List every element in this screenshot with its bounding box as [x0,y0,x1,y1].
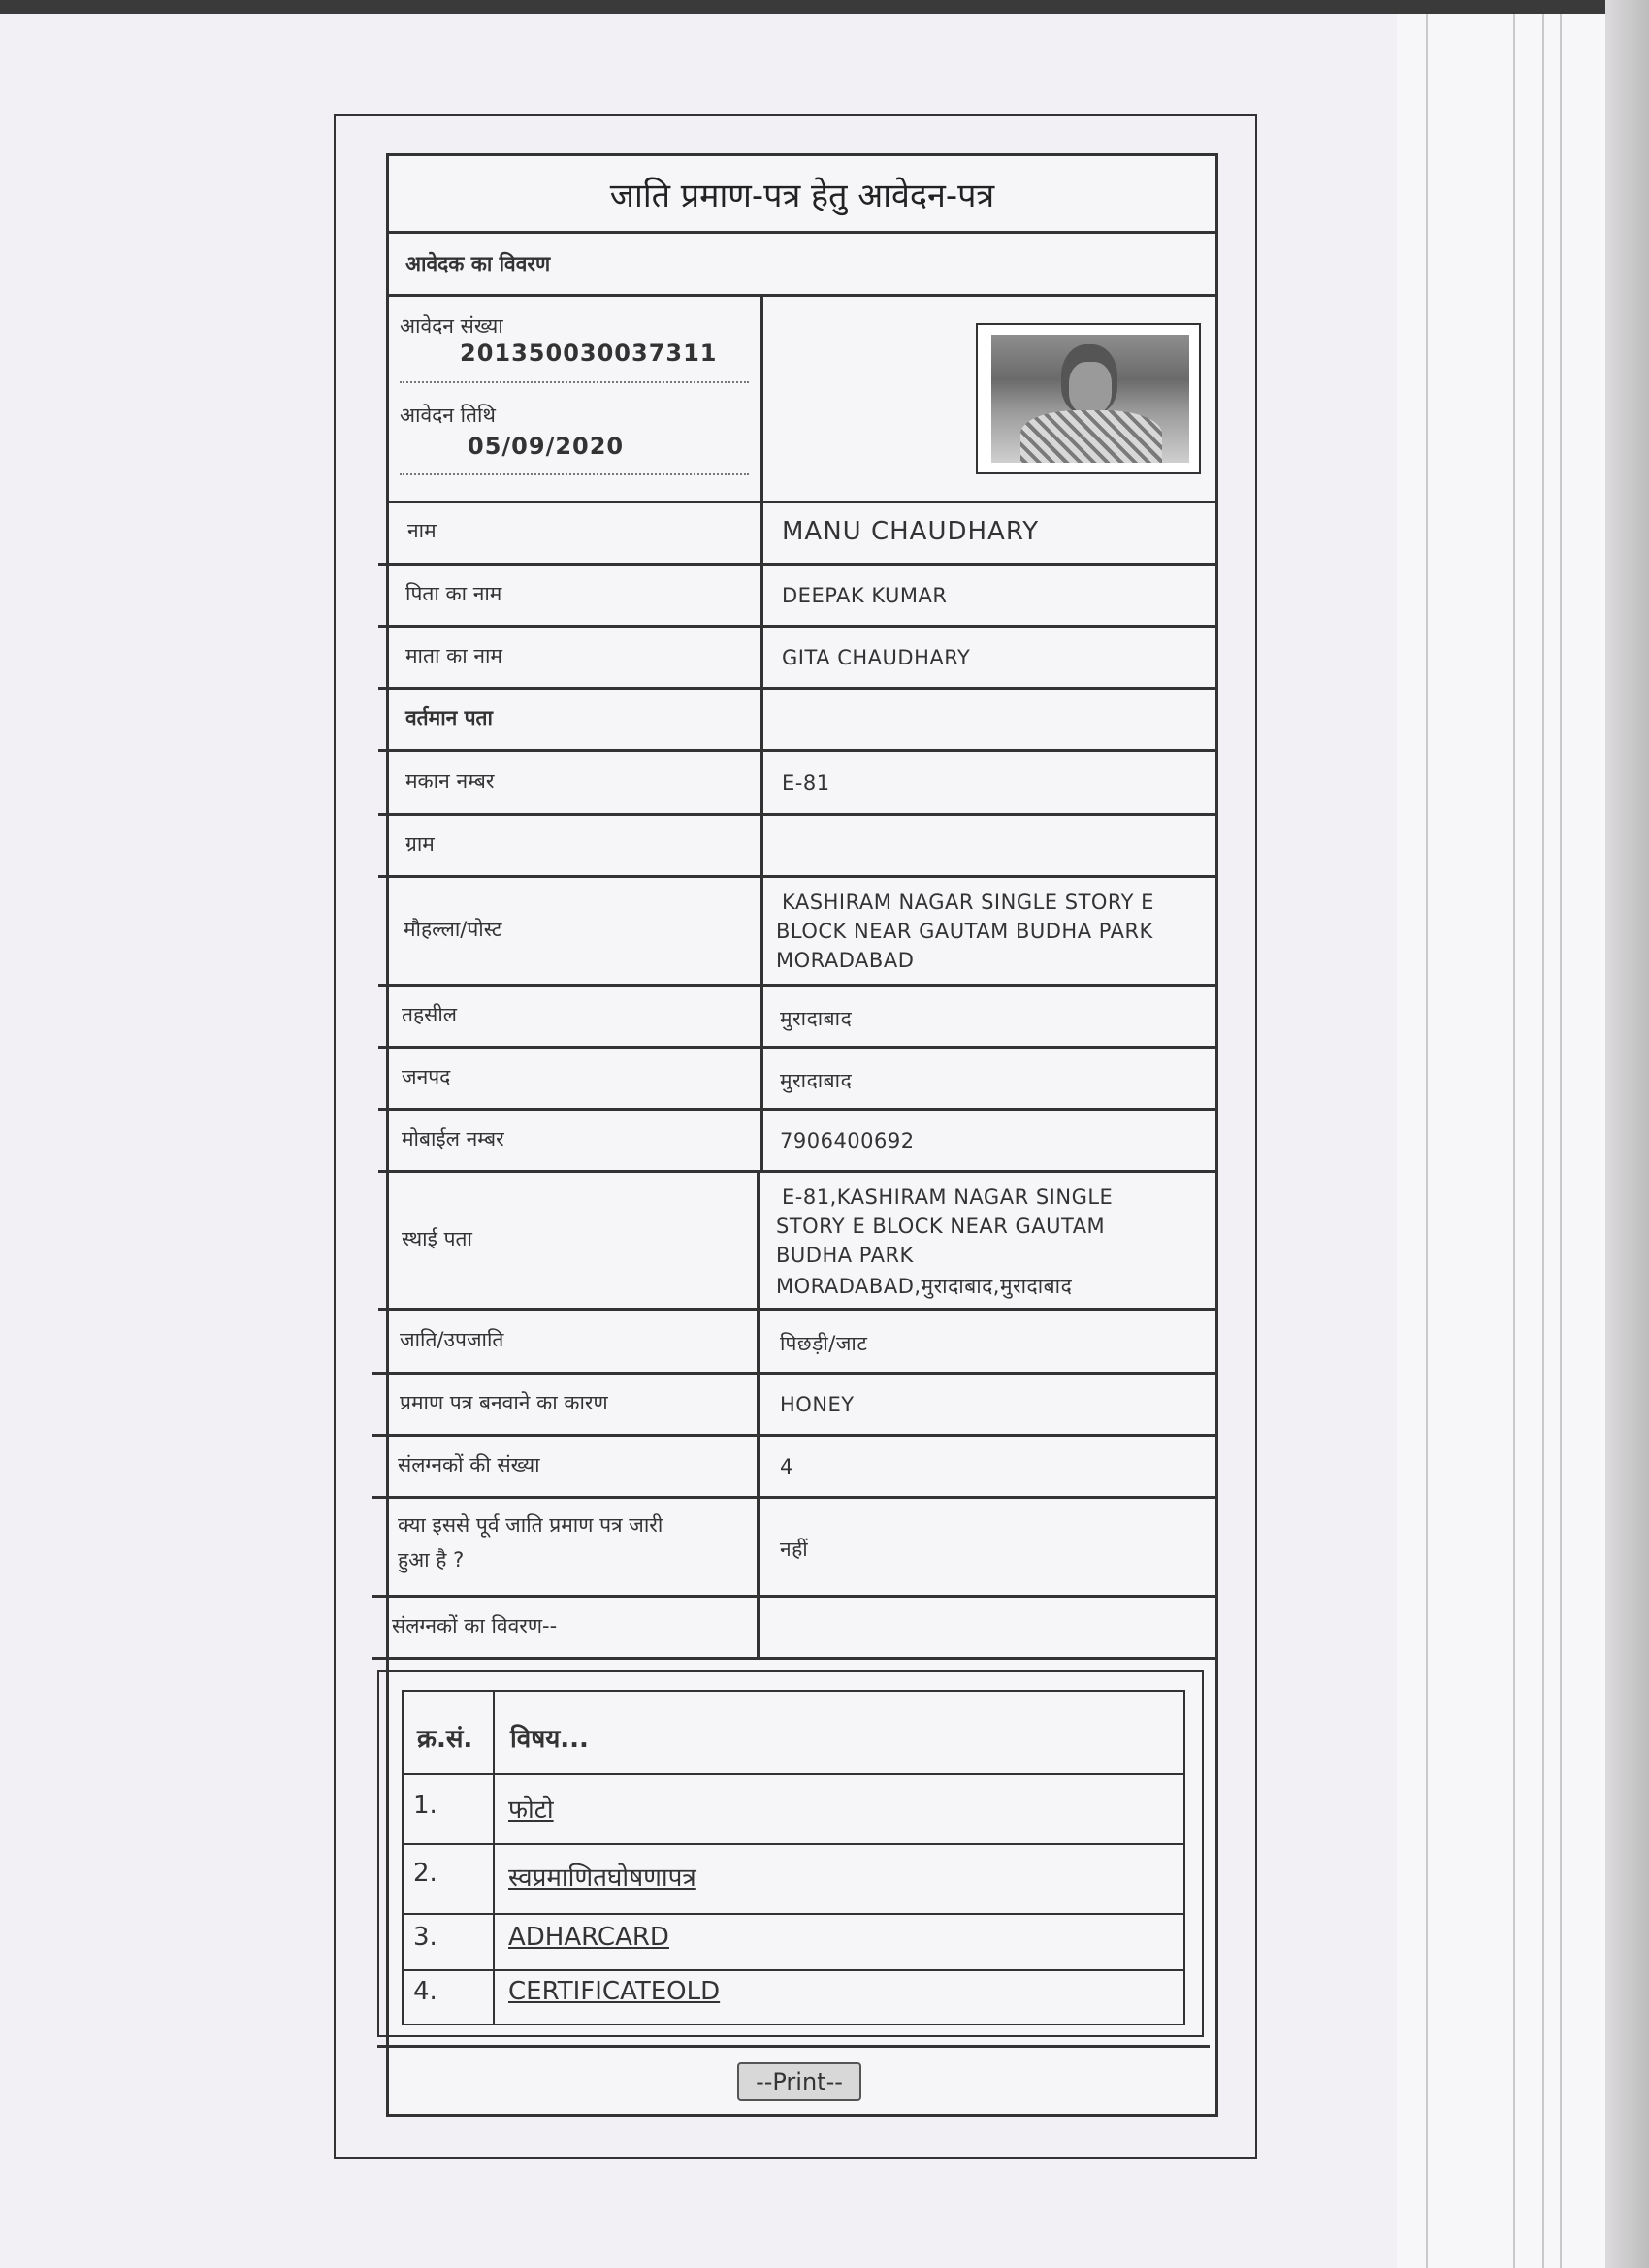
field-label: मकान नम्बर [405,769,495,793]
field-value: मुरादाबाद [780,1069,853,1092]
field-label: स्थाई पता [402,1227,472,1250]
attachment-no: 4. [413,1977,437,2006]
field-label: पिता का नाम [405,582,502,605]
column-divider [760,1048,763,1110]
row-divider [372,1496,1218,1499]
attachment-link-declaration[interactable]: स्वप्रमाणितघोषणापत्र [508,1863,696,1893]
column-divider [760,627,763,689]
column-divider [757,1436,760,1498]
application-number: 201350030037311 [460,340,718,367]
scan-top-edge [0,0,1649,14]
row-divider [378,813,1218,816]
attachment-no: 3. [413,1923,437,1952]
field-value: GITA CHAUDHARY [782,646,971,669]
field-label: हुआ है ? [398,1548,465,1571]
column-divider [760,1110,763,1172]
field-value: BLOCK NEAR GAUTAM BUDHA PARK [776,920,1153,943]
print-button[interactable]: --Print-- [737,2062,861,2101]
application-date: 05/09/2020 [468,433,625,460]
row-divider [378,1170,1218,1173]
scan-right-edge [1605,0,1649,2268]
column-divider [760,689,763,751]
field-value: MANU CHAUDHARY [782,517,1040,546]
field-value: नहीं [780,1538,809,1561]
row-divider [378,687,1218,690]
attachment-link-adharcard[interactable]: ADHARCARD [508,1923,669,1952]
field-label: जाति/उपजाति [400,1328,504,1351]
row-divider [378,1308,1218,1311]
row-divider [378,875,1218,878]
row-divider [378,984,1218,987]
field-value: E-81 [782,771,830,794]
row-divider [378,563,1218,566]
attachments-header-subject: विषय... [510,1725,589,1754]
field-label: मोबाईल नम्बर [402,1127,504,1150]
field-label: जनपद [402,1065,451,1088]
attachment-no: 2. [413,1859,437,1888]
field-value: 7906400692 [780,1129,915,1152]
field-label: माता का नाम [405,644,502,667]
field-label: ग्राम [405,832,435,856]
column-divider [760,501,763,565]
field-value: STORY E BLOCK NEAR GAUTAM [776,1215,1106,1238]
field-label: प्रमाण पत्र बनवाने का कारण [400,1391,608,1414]
application-date-label: आवेदन तिथि [400,404,496,427]
attachment-link-photo[interactable]: फोटो [508,1796,554,1825]
column-divider [760,565,763,627]
field-label: वर्तमान पता [405,706,493,729]
field-value: KASHIRAM NAGAR SINGLE STORY E [782,891,1154,914]
row-divider [378,1108,1218,1111]
field-value: DEEPAK KUMAR [782,584,948,607]
application-number-label: आवेदन संख्या [400,314,503,338]
form-title: जाति प्रमाण-पत्र हेतु आवेदन-पत्र [609,177,995,215]
column-divider [757,1374,760,1436]
column-divider [760,751,763,815]
field-value: पिछड़ी/जाट [780,1332,868,1355]
row-divider [372,1434,1218,1437]
applicant-photo-icon [991,335,1189,463]
row-divider [378,625,1218,628]
field-value: BUDHA PARK [776,1244,914,1267]
row-divider [378,749,1218,752]
column-divider [760,986,763,1048]
row-divider [372,1595,1218,1598]
field-label: मौहल्ला/पोस्ट [404,918,502,941]
column-divider [757,1172,760,1310]
row-divider [372,1657,1218,1660]
attachments-header-serial: क्र.सं. [417,1725,473,1754]
field-value: मुरादाबाद [780,1007,853,1030]
field-value: 4 [780,1455,793,1478]
column-divider [757,1597,760,1659]
field-value: MORADABAD,मुरादाबाद,मुरादाबाद [776,1275,1073,1298]
column-divider [760,877,763,986]
field-value: E-81,KASHIRAM NAGAR SINGLE [782,1185,1114,1209]
column-divider [760,815,763,877]
field-value: HONEY [780,1393,855,1416]
column-divider [757,1310,760,1374]
field-label: क्या इससे पूर्व जाति प्रमाण पत्र जारी [398,1513,663,1537]
field-label: तहसील [402,1003,457,1026]
field-value: MORADABAD [776,949,915,972]
column-divider [757,1498,760,1597]
row-divider [378,1046,1218,1049]
field-label: संलग्नकों का विवरण-- [392,1614,558,1637]
attachment-link-certificateold[interactable]: CERTIFICATEOLD [508,1977,721,2006]
field-label: संलग्नकों की संख्या [398,1453,540,1476]
field-label: नाम [407,519,436,542]
row-divider [372,1372,1218,1375]
section-heading: आवेदक का विवरण [405,252,551,275]
attachment-no: 1. [413,1791,437,1820]
